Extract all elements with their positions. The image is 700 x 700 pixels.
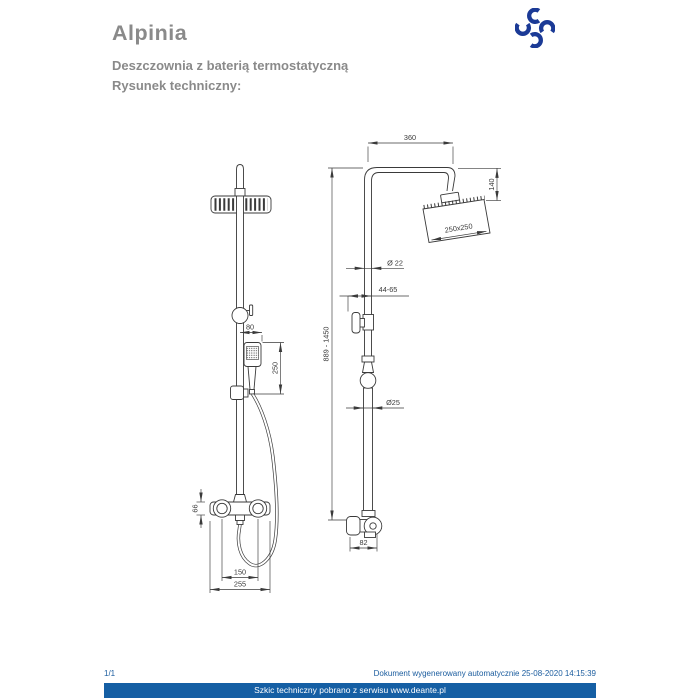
dim-label-diameter-25: Ø25 xyxy=(386,398,400,407)
dim-66 xyxy=(191,489,206,528)
dim-label-255: 255 xyxy=(233,579,247,589)
footer-bar xyxy=(104,683,596,698)
dim-140 xyxy=(458,168,501,200)
rain-head-side xyxy=(423,198,490,243)
product-description: Deszczownia z baterią termostatyczną xyxy=(112,58,349,73)
dim-889-1450 xyxy=(322,168,364,520)
page-number: 1/1 xyxy=(104,669,116,678)
footer-meta xyxy=(104,669,596,680)
top-pipe-front xyxy=(235,165,245,197)
thermostatic-mixer-front xyxy=(210,495,270,525)
dim-diameter-25 xyxy=(346,398,404,408)
swivel-joint xyxy=(360,356,376,511)
dim-44-65 xyxy=(340,285,410,312)
dim-label-diameter-22: Ø 22 xyxy=(387,258,403,268)
front-view xyxy=(191,165,285,594)
dim-label-250x250: 250x250 xyxy=(444,221,474,235)
drawing-section-label: Rysunek techniczny: xyxy=(112,78,242,93)
side-view xyxy=(322,133,502,552)
dim-label-889-1450: 889 - 1450 xyxy=(321,326,331,362)
dim-label-250: 250 xyxy=(270,361,280,375)
deante-logo-icon xyxy=(515,8,555,48)
diverter-connector xyxy=(232,305,253,324)
dim-label-80: 80 xyxy=(245,322,255,332)
footer-bar-text: Szkic techniczny pobrano z serwisu www.deante.pl xyxy=(254,685,446,695)
dim-label-360: 360 xyxy=(403,133,417,142)
dim-label-66: 66 xyxy=(190,504,200,513)
shower-hose xyxy=(238,394,276,566)
thermostatic-valve-side xyxy=(347,511,382,538)
dim-label-44-65: 44-65 xyxy=(378,285,398,294)
slider-holder xyxy=(231,386,249,400)
dim-label-150: 150 xyxy=(233,567,247,577)
generated-timestamp: Dokument wygenerowany automatycznie 25-08-2020 14:15:39 xyxy=(373,669,596,678)
page-subtitle xyxy=(112,56,348,96)
dim-label-140: 140 xyxy=(487,178,496,191)
dim-label-82: 82 xyxy=(359,538,368,547)
lower-pipe-side xyxy=(364,388,373,511)
dim-360 xyxy=(368,133,453,164)
deante-logo xyxy=(515,8,555,48)
head-connector-nut xyxy=(440,192,459,203)
dim-diameter-22 xyxy=(346,258,404,268)
hand-shower xyxy=(244,343,261,395)
side-dimensions xyxy=(322,133,502,552)
wall-bracket xyxy=(352,313,374,334)
shower-pipe-front xyxy=(237,196,244,495)
page-title: Alpinia xyxy=(112,21,188,45)
